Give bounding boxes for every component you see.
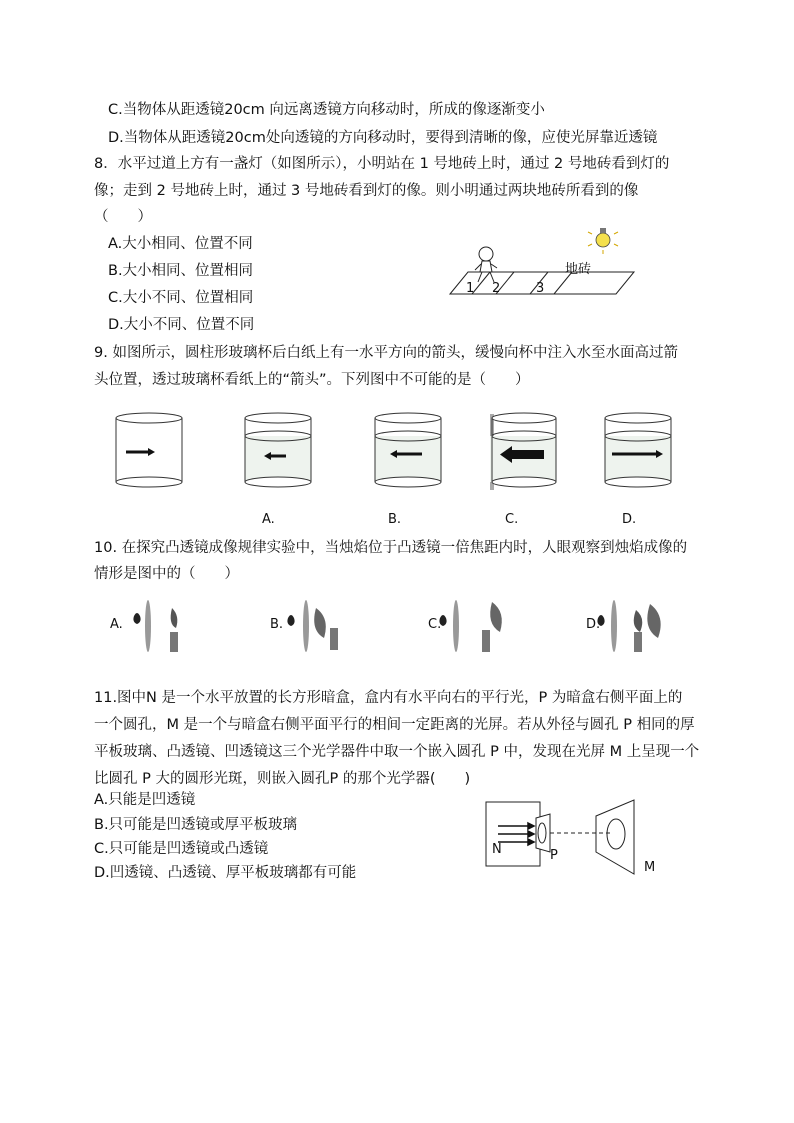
- q10-label-d: D.: [586, 617, 601, 632]
- q10-label-a: A.: [110, 617, 123, 632]
- q11-option-a: A.只能是凹透镜: [94, 792, 196, 808]
- screen-m: [596, 800, 634, 874]
- q7-option-c: C.当物体从距透镜20cm 向远离透镜方向移动时，所成的像逐渐变小: [108, 102, 545, 118]
- lens-option-d: [597, 600, 660, 652]
- q9-stem-line2: 头位置，透过玻璃杯看纸上的“箭头”。下列图中不可能的是（ ）: [94, 372, 530, 388]
- q7-option-d: D.当物体从距透镜20cm处向透镜的方向移动时，要得到清晰的像，应使光屏靠近透镜: [108, 130, 658, 146]
- q9-label-a: A.: [262, 512, 275, 527]
- q10-label-c: C.: [428, 617, 442, 632]
- tile-number-2: 2: [492, 281, 501, 296]
- q11-stem-line4: 比圆孔 P 大的圆形光斑，则嵌入圆孔P 的那个光学器( ): [94, 771, 471, 787]
- q9-label-c: C.: [505, 512, 519, 527]
- q8-option-b: B.大小相同、位置相同: [108, 263, 254, 279]
- glass-option-b: [375, 413, 441, 487]
- parallel-light-arrows: [498, 823, 534, 845]
- label-p: P: [550, 848, 558, 863]
- q10-label-b: B.: [270, 617, 284, 632]
- q11-option-d: D.凹透镜、凸透镜、厚平板玻璃都有可能: [94, 865, 357, 881]
- glass-option-c: [490, 413, 556, 490]
- glass-option-d: [605, 413, 671, 487]
- q10-stem-line2: 情形是图中的（ ）: [94, 566, 239, 582]
- label-m: M: [644, 860, 656, 875]
- q9-glass-figures: [100, 408, 680, 494]
- q8-option-a: A.大小相同、位置不同: [108, 236, 253, 252]
- lens-option-b: [287, 600, 338, 652]
- q8-stem-line2: 像；走到 2 号地砖上时，通过 3 号地砖看到灯的像。则小明通过两块地砖所看到的像: [94, 183, 639, 199]
- q8-option-c: C.大小不同、位置相同: [108, 290, 254, 306]
- q11-stem-line1: 11.图中N 是一个水平放置的长方形暗盒，盒内有水平向右的平行光，P 为暗盒右侧平面上的: [94, 690, 683, 706]
- hole-p: [536, 814, 550, 852]
- q11-stem-line2: 一个圆孔，M 是一个与暗盒右侧平面平行的相间一定距离的光屏。若从外径与圆孔 P 相同的厚: [94, 717, 695, 733]
- q9-stem-line1: 9. 如图所示，圆柱形玻璃杯后白纸上有一水平方向的箭头，缓慢向杯中注入水至水面高过箭: [94, 345, 678, 361]
- lens-option-c: [439, 600, 501, 652]
- q11-option-b: B.只可能是凹透镜或厚平板玻璃: [94, 817, 298, 833]
- tile-number-3: 3: [536, 281, 545, 296]
- q9-label-d: D.: [622, 512, 637, 527]
- lens-option-a: [133, 600, 178, 652]
- q8-stem-line3: （ ）: [94, 209, 152, 225]
- q10-stem-line1: 10. 在探究凸透镜成像规律实验中，当烛焰位于凸透镜一倍焦距内时，人眼观察到烛焰成像的: [94, 540, 688, 556]
- q8-option-d: D.大小不同、位置不同: [108, 317, 255, 333]
- glass-original: [116, 413, 182, 487]
- glass-option-a: [245, 413, 311, 487]
- q11-stem-line3: 平板玻璃、凸透镜、凹透镜这三个光学器件中取一个嵌入圆孔 P 中，发现在光屏 M 上呈现一个: [94, 744, 700, 760]
- q8-stem-line1: 8．水平过道上方有一盏灯（如图所示），小明站在 1 号地砖上时，通过 2 号地砖看到灯的: [94, 156, 670, 172]
- lamp-icon: [588, 228, 618, 254]
- tile-number-1: 1: [466, 281, 475, 296]
- q9-label-b: B.: [388, 512, 402, 527]
- label-n: N: [492, 842, 502, 857]
- q11-option-c: C.只可能是凹透镜或凸透镜: [94, 841, 269, 857]
- tile-label: 地砖: [565, 262, 592, 277]
